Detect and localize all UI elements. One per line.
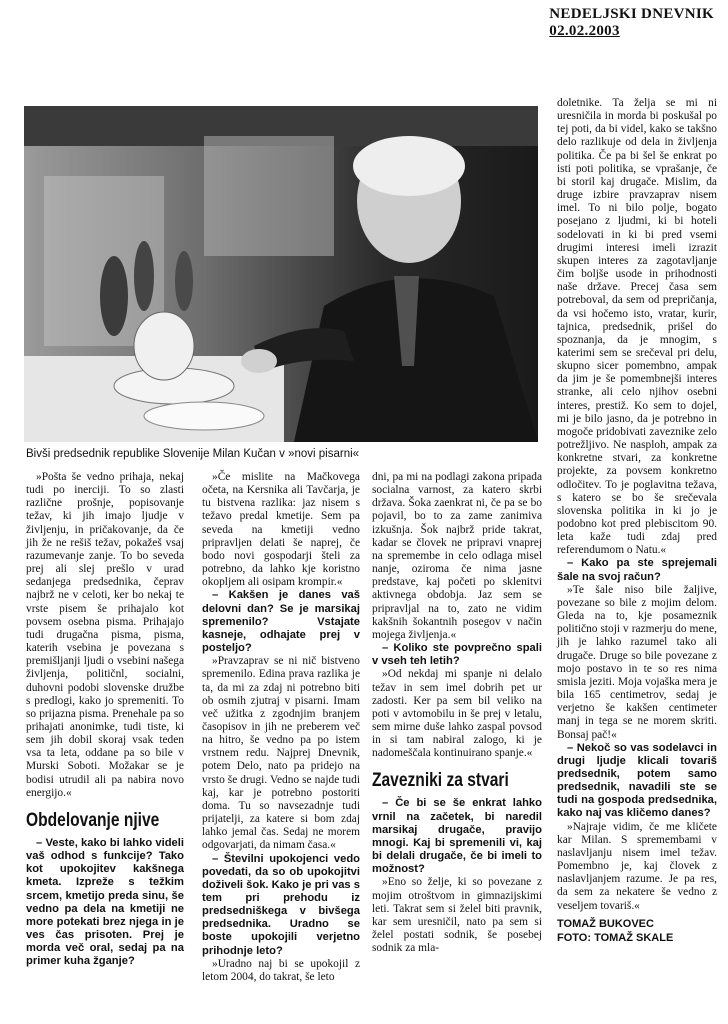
question: – Kakšen je danes vaš delovni dan? Se je marsikaj spremenilo? Vstajate kasneje, odhajate prej v posteljo? bbox=[202, 589, 360, 655]
paragraph: »Uradno naj bi se upokojil z letom 2004, do takrat, še leto bbox=[202, 957, 360, 983]
paragraph: »Pravzaprav se ni nič bistveno spremenilo. Edina prava razlika je ta, da mi za zdaj ni potrebno biti ob osmih zjutraj v pisarni. Imam več užitka z zgodnjim branjem časopisov in jih ne preberem več na hitro, še vedno pa po istem vrstnem redu. Najprej Dnevnik, potem Delo, nato pa pridejo na vrsto še drugi. Vedno se najde tudi kaj, kar je potrebno postoriti doma. Tu so navsezadnje tudi prijatelji, za katere si bom zdaj lahko jemal čas. Sedaj ne morem odgovarjati, da nimam časa.« bbox=[202, 655, 360, 852]
column-1 bbox=[26, 471, 184, 968]
paragraph: »Pošta še vedno prihaja, nekaj tudi po inerciji. To so zlasti različne prošnje, popisovanje težav, ki jih imajo ljudje v življenju, in pričakovanje, da če jih že ne rešiš težav, pokažeš vsaj razumevanje zanje. To bo seveda prej ali slej prešlo v urad sedanjega predsednika, čeprav najbrž ne v celoti, ker bo nekaj te vrste pisem še prihajalo kot povsem osebna pisma. Prihajajo tudi drugačna pisma, pisma, katerih vsebina je povezana s premišljanji ljudi o vsebini našega življenja, političnl, socialni, duhovni podobi slovenske družbe s predlogi, kako jo spremeniti. To so prijazna pisma. Prenehale pa so prihajati anonimke, tudi tiste, ki sem jih dobil skoraj vsak teden vsa ta leta, oddane pa so bile v Murski Soboti. Možakar se je bodisi utrudil ali pa nabira novo energijo.« bbox=[26, 471, 184, 799]
issue-date: 02.02.2003 bbox=[549, 23, 620, 39]
masthead bbox=[549, 6, 714, 40]
subheading: Obdelovanje njive bbox=[26, 809, 160, 831]
newspaper-name: NEDELJSKI DNEVNIK bbox=[549, 6, 714, 22]
column-2 bbox=[202, 471, 360, 984]
question: – Koliko ste povprečno spali v vseh teh letih? bbox=[372, 642, 542, 668]
question: – Kako pa ste sprejemali šale na svoj račun? bbox=[557, 557, 717, 583]
question: – Veste, kako bi lahko videli vaš odhod s funkcije? Tako kot upokojitev kakšnega kmeta. Izpreže s težkim srcem, kmetijo preda sinu, še vedno pa dela na kmetiji ne more potekati brez njega in je ves čas prisoten. Prej je morda več oral, sedaj pa na primer kuha žganje? bbox=[26, 836, 184, 968]
paragraph: »Eno so želje, ki so povezane z mojim otroštvom in gimnazijskimi leti. Takrat sem si želel biti pravnik, kar sem uresničil, nato pa sem si želel postati sodnik, še posebej sodnik za mla- bbox=[372, 876, 542, 955]
paragraph: doletnike. Ta želja se mi ni uresničila in morda bi poskušal po tej poti, da bi videl, kako se takšno delo razlikuje od dela in življenja politika. Če pa bi šel še enkrat po isti poti politika, se vprašanje, če bi storil kaj drugače. Mislim, da druge izbire pravzaprav nisem imel. To ni bilo polje, bogato posejano z ljudmi, ki bi hoteli sodelovati in ki bi pred vsemi drugimi interesi imeli izrazit skupen interes za zagotavljanje čim boljše usode in prihodnosti naše države. Precej časa sem potreboval, da sem od prepričanja, da vsi hočemo isto, vratar, kurir, tajnica, predsednik, prišel do spoznanja, da je mnogim, s katerimi sem se srečeval pri delu, skupno sicer pomembno, ampak da jim je še pomembnejši interes stranke, ali celo njihov osebni interes, prestiž. Ko sem to dojel, mi je bilo jasno, da je potrebno in mogoče pridobivati zaveznike zelo potrežljivo. Ne nasploh, ampak za konkretne stvari, za konkretne projekte, za povsem konkretno odločitev. To je poglavitna težava, s katero se bo še srečevala slovenska politika in ki jo je podobno kot pred plebiscitom 90. leta kaže tudi zdaj pred referendumom o Natu.« bbox=[557, 97, 717, 557]
photo-credit: FOTO: TOMAŽ SKALE bbox=[557, 931, 674, 944]
credits bbox=[557, 917, 717, 945]
column-4 bbox=[557, 97, 717, 945]
subheading: Zavezniki za stvari bbox=[372, 770, 509, 792]
paragraph: dni, pa mi na podlagi zakona pripada socialna varnost, za katero skrbi država. Šoka zaenkrat ni, če pa se bo pojavil, bo to za zame zanimiva izkušnja. Šok najbrž pride takrat, kadar se človek ne pripravi vnaprej na spremembe in celo odlaga misel nanje, oziroma če nima jasne predstave, kaj početi po sklenitvi aktivnega obdobja. Jaz sem se pripravljal na to, zato ne vidim kakšnih šokantnih posegov v način mojega življenja.« bbox=[372, 471, 542, 641]
column-3 bbox=[372, 471, 542, 955]
photo-image bbox=[24, 106, 538, 442]
paragraph: »Od nekdaj mi spanje ni delalo težav in sem imel dobrih pet ur zadosti. Ker pa sem bil veliko na poti v avtomobilu in še prej v letalu, sem mirne duše lahko zaspal povsod in si tam nabiral zalogo, ki je nadomeščala kontinuirano spanje.« bbox=[372, 668, 542, 760]
paragraph: »Te šale niso bile žaljive, povezane so bile z mojim delom. Gleda na to, kje posameznik politično stoji v razmerju do mene, jih je lahko razumel tako ali drugače. Druge so bile povezane z mojo postavo in te so res nima smisla jeziti. Moja vojaška mera je bila 165 centimetrov, sedaj je verjetno še kakšen centimeter manj in tega se ne morem skriti. Bonsaj pač!« bbox=[557, 583, 717, 741]
question: – Številni upokojenci vedo povedati, da so ob upokojitvi doživeli šok. Kako je pri vas s tem pri prehodu iz predsedniškega v bivšega predsednika. Uradno se boste upokojili verjetno prihodnje leto? bbox=[202, 852, 360, 957]
photo-caption: Bivši predsednik republike Slovenije Milan Kučan v »novi pisarni« bbox=[26, 448, 360, 460]
author-byline: TOMAŽ BUKOVEC bbox=[557, 917, 654, 930]
paragraph: »Če mislite na Mačkovega očeta, na Kersnika ali Tavčarja, je tu bistvena razlika: jaz nisem s težavo predal kmetije. Sem pa seveda na kmetiji vedno pripravljen delati še naprej, če bodo novi gospodarji šteli za potrebno, da lahko kje koristno okopljem ali osipam krompir.« bbox=[202, 471, 360, 589]
article-photo bbox=[24, 106, 538, 442]
question: – Če bi se še enkrat lahko vrnil na začetek, bi naredil marsikaj drugače, pravijo mnogi. Kaj bi spremenili vi, kaj bi delali drugače, če bi imeli to možnost? bbox=[372, 797, 542, 876]
question: – Nekoč so vas sodelavci in drugi ljudje klicali tovariš predsednik, potem samo predsednik, navadili ste se tudi na gospoda predsednika, kako naj vas kličemo danes? bbox=[557, 741, 717, 820]
paragraph: »Najraje vidim, če me kličete kar Milan. S spremembami v naslavljanju nisem imel težav. Pomembno je, kaj človek z naslavljanjem razume. Je pa res, da sem za nekatere še vedno z veseljem tovariš.« bbox=[557, 820, 717, 912]
